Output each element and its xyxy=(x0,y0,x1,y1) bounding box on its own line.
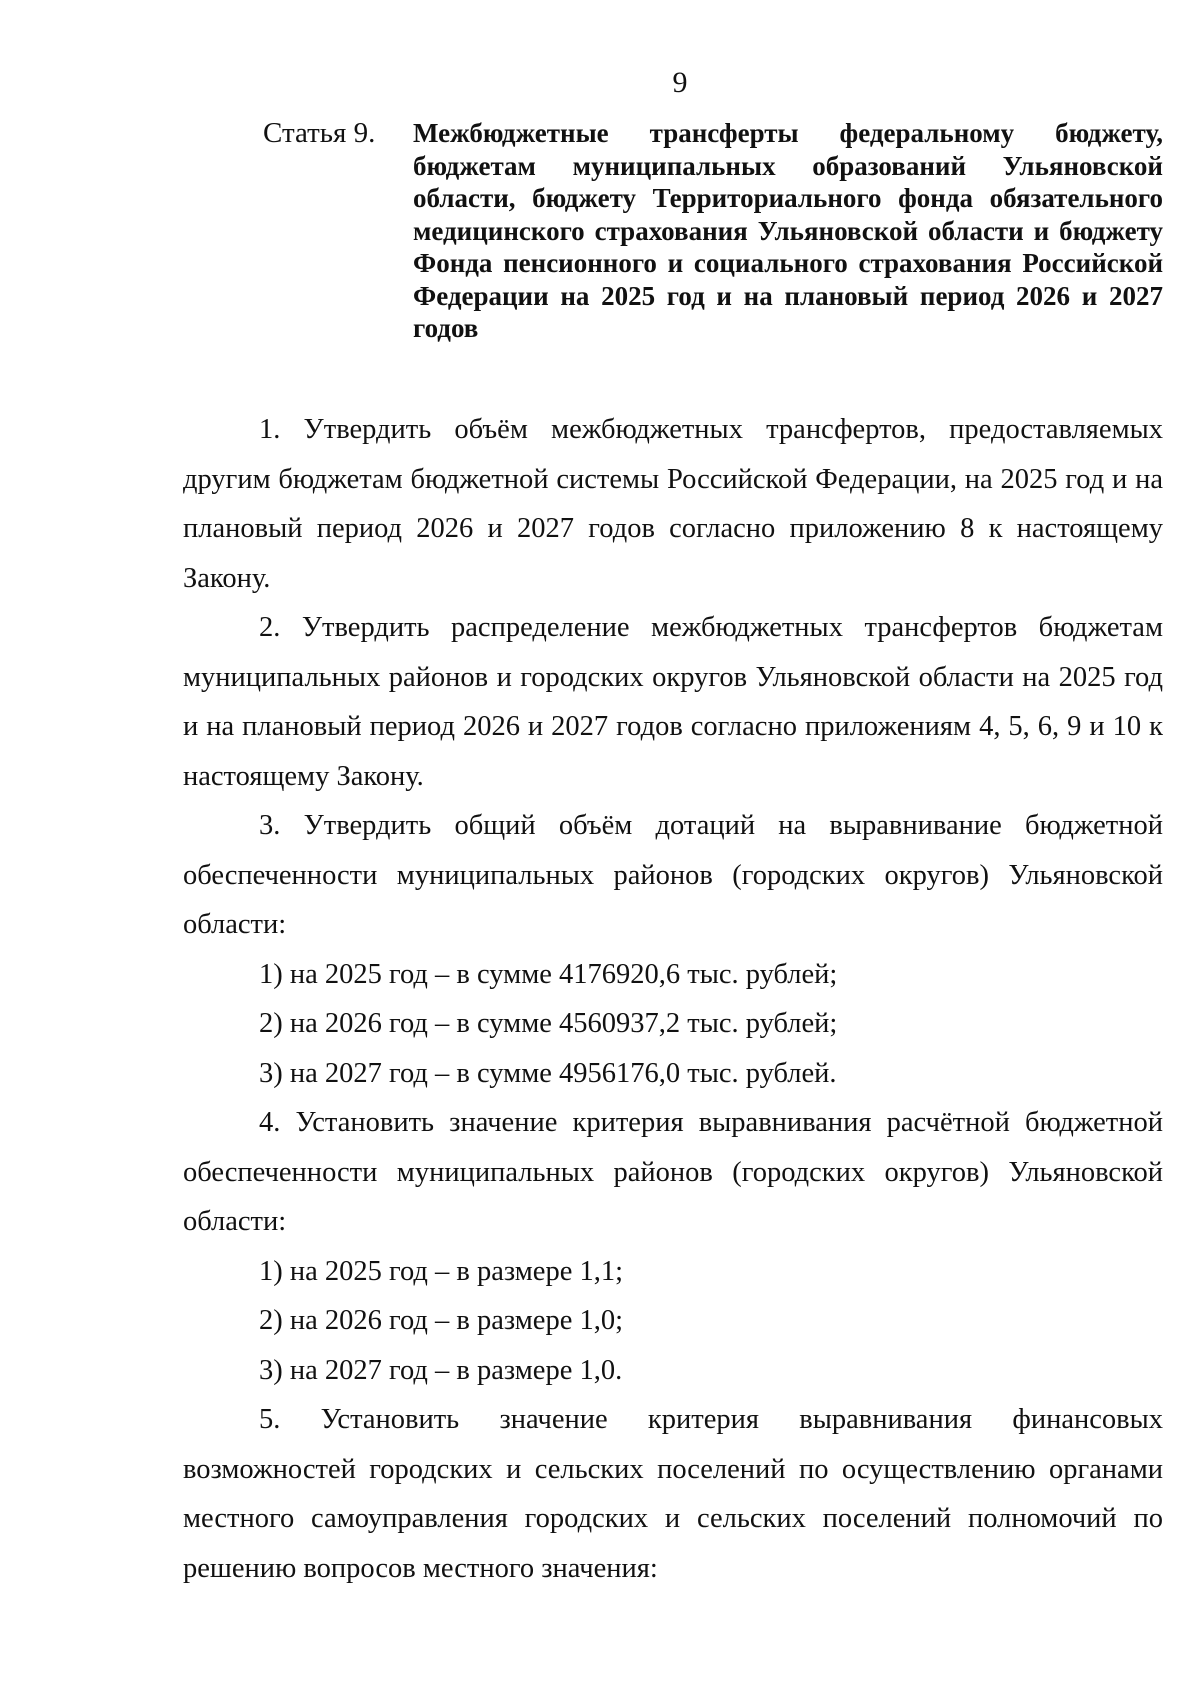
list-item: 3) на 2027 год – в размере 1,0. xyxy=(259,1354,623,1386)
article-title: Межбюджетные трансферты федеральному бюджету, бюджетам муниципальных образований Ульяновской области, бюджету Территориального фонда обязательного медицинского страхования Ульяновской области и бюджету Фонда пенсионного и социального страхования Российской Федерации на 2025 год и на плановый период 2026 и 2027 годов xyxy=(413,118,1163,343)
list-item: 3) на 2027 год – в сумме 4956176,0 тыс. рублей. xyxy=(259,1057,837,1089)
paragraph-5: 5. Установить значение критерия выравнивания финансовых возможностей городских и сельских поселений по осуществлению органами местного самоуправления городских и сельских поселений полномочий по решению вопросов местного значения: xyxy=(183,1404,1163,1584)
paragraph-2: 2. Утвердить распределение межбюджетных трансфертов бюджетам муниципальных районов и городских округов Ульяновской области на 2025 год и на плановый период 2026 и 2027 годов согласно приложениям 4, 5, 6, 9 и 10 к настоящему Закону. xyxy=(183,612,1163,792)
list-item: 2) на 2026 год – в сумме 4560937,2 тыс. рублей; xyxy=(259,1008,838,1039)
article-label: Статья 9. xyxy=(263,117,376,149)
list-item: 1) на 2025 год – в размере 1,1; xyxy=(259,1255,624,1287)
paragraph-4: 4. Установить значение критерия выравнивания расчётной бюджетной обеспеченности муниципальных районов (городских округов) Ульяновской области: xyxy=(183,1107,1163,1237)
list-item: 2) на 2026 год – в размере 1,0; xyxy=(259,1305,624,1336)
paragraph-1: 1. Утвердить объём межбюджетных трансфертов, предоставляемых другим бюджетам бюджетной системы Российской Федерации, на 2025 год и на плановый период 2026 и 2027 годов согласно приложению 8 к настоящему Закону. xyxy=(183,414,1163,594)
article-body xyxy=(183,405,1163,1593)
article-heading xyxy=(263,117,1163,345)
page-number: 9 xyxy=(672,66,688,99)
paragraph-3: 3. Утвердить общий объём дотаций на выравнивание бюджетной обеспеченности муниципальных районов (городских округов) Ульяновской области: xyxy=(183,810,1163,940)
list-item: 1) на 2025 год – в сумме 4176920,6 тыс. рублей; xyxy=(259,958,838,990)
